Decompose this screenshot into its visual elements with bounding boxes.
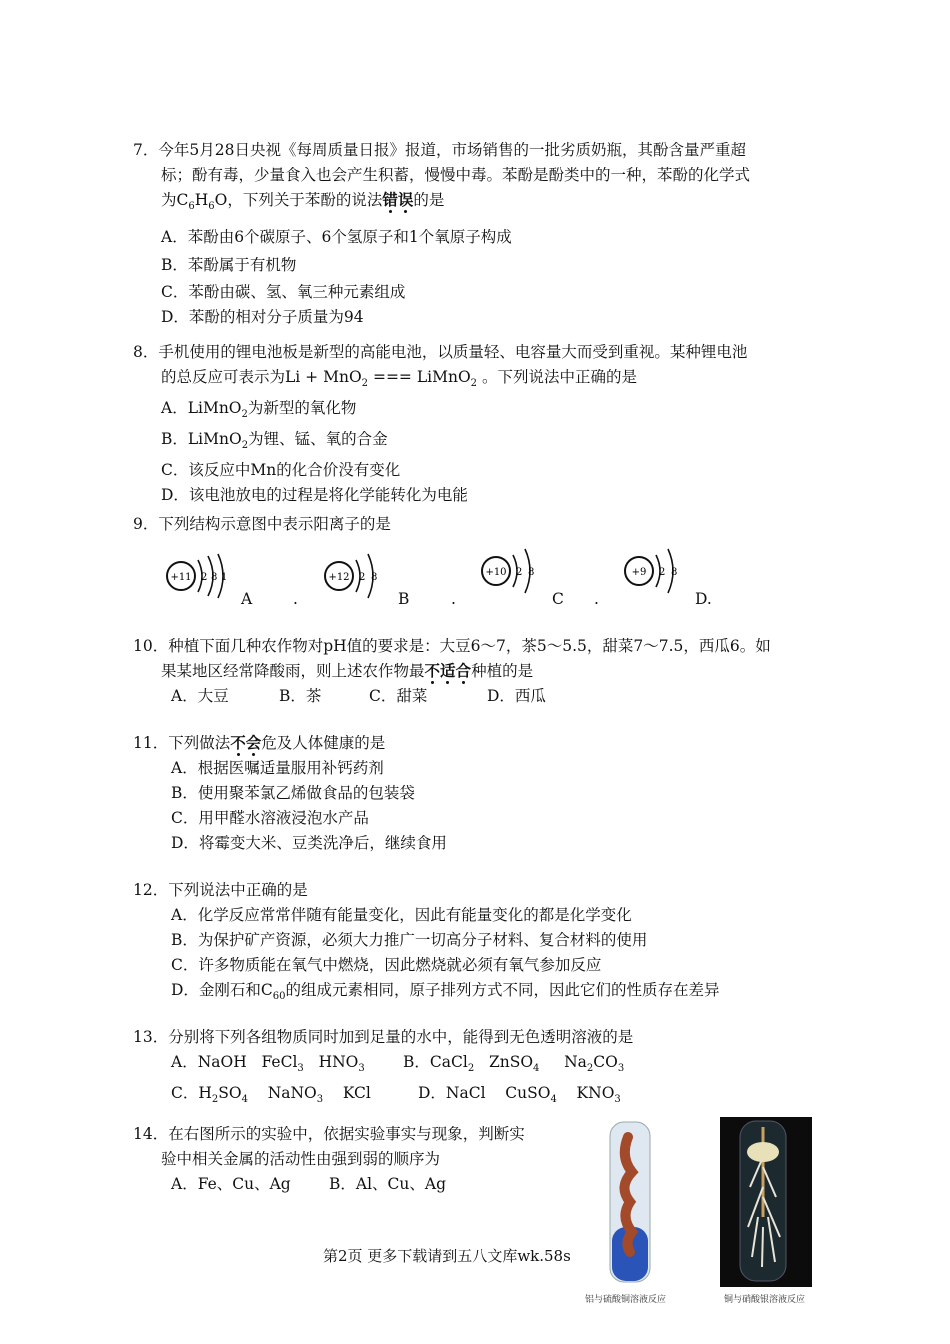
question-12: 12．下列说法中正确的是 A．化学反应常常伴随有能量变化，因此有能量变化的都是化学变化 B．为保护矿产资源，必须大力推广一切高分子材料、复合材料的使用 C．许多物质能在氧气中燃烧，因此燃烧就必须有氧气参加反应 D．金刚石和$C_{60}$的组成元素相同，原子排列方式不同，因此它们的性质存在差异 xyxy=(133,878,823,1009)
q8-option-d: D．该电池放电的过程是将化学能转化为电能 xyxy=(161,486,468,505)
svg-text:8: 8 xyxy=(528,567,535,578)
atom-diagram-d xyxy=(622,545,702,595)
q11-option-b: B．使用聚苯氯乙烯做食品的包装袋 xyxy=(171,784,415,802)
question-10: 10．种植下面几种农作物对pH值的要求是：大豆6～7，茶5～5.5，甜菜7～7.5，西瓜6。如 果某地区经常降酸雨，则上述农作物最不适合种植的是 A．大豆 B．茶 C．甜菜 D．西瓜 xyxy=(133,634,823,709)
q14-options: A．Fe、Cu、Ag B．Al、Cu、Ag xyxy=(171,1175,446,1193)
q8-option-b: B．LiMnO$_2$为锂、锰、氧的合金 xyxy=(161,430,388,452)
svg-text:8: 8 xyxy=(371,572,378,583)
q7-option-c: C．苯酚由碳、氢、氧三种元素组成 xyxy=(161,283,406,302)
q8-option-c: C．该反应中Mn的化合价没有变化 xyxy=(161,461,401,480)
photo-caption-right: 铜与硝酸银溶液反应 xyxy=(724,1295,806,1305)
page-footer: 第2页 更多下载请到五八文库wk.58s xyxy=(323,1247,571,1265)
svg-text:+10: +10 xyxy=(485,567,507,578)
q12-option-d: D．金刚石和$C_{60}$的组成元素相同，原子排列方式不同，因此它们的性质存在差异 xyxy=(171,981,720,1003)
svg-text:2: 2 xyxy=(359,572,366,583)
atom-diagram-c xyxy=(479,545,559,595)
experiment-photo xyxy=(580,1117,812,1287)
q11-option-a: A．根据医嘱适量服用补钙药剂 xyxy=(171,759,384,777)
q11-option-c: C．用甲醛水溶液浸泡水产品 xyxy=(171,809,369,827)
atom-a-separator: . xyxy=(293,590,298,608)
question-14: 14．在右图所示的实验中，依据实验事实与现象，判断实 验中相关金属的活动性由强到弱的顺序为 A．Fe、Cu、Ag B．Al、Cu、Ag xyxy=(133,1122,573,1197)
svg-text:8: 8 xyxy=(671,567,678,578)
svg-text:2: 2 xyxy=(659,567,666,578)
q11-option-d: D．将霉变大米、豆类洗净后，继续食用 xyxy=(171,834,447,852)
svg-text:2: 2 xyxy=(516,567,523,578)
photo-caption-left: 铝与硫酸铜溶液反应 xyxy=(585,1295,667,1305)
q13-options-cd: C．$H_2SO_4$ NaNO$_3$ KCl D．NaCl CuSO$_4$ $KNO_3$ xyxy=(171,1084,621,1106)
svg-text:2: 2 xyxy=(201,572,208,583)
svg-text:+12: +12 xyxy=(328,572,350,583)
question-13: 13．分别将下列各组物质同时加到足量的水中，能得到无色透明溶液的是 A．NaOH FeCl$_3$ $HNO_3$ B．CaCl$_2$ ZnSO$_4$ $Na_2CO_3$ C．$H_2SO_4$ NaNO$_3$ KCl D．NaCl CuSO$_4$ $KNO_3$ xyxy=(133,1025,823,1112)
atom-a-label: A xyxy=(241,590,253,608)
svg-text:+9: +9 xyxy=(631,567,647,578)
atom-diagram-b xyxy=(322,550,402,600)
question-11: 11．下列做法不会危及人体健康的是 A．根据医嘱适量服用补钙药剂 B．使用聚苯氯乙烯做食品的包装袋 C．用甲醛水溶液浸泡水产品 D．将霉变大米、豆类洗净后，继续食用 xyxy=(133,731,823,856)
q12-option-a: A．化学反应常常伴随有能量变化，因此有能量变化的都是化学变化 xyxy=(171,906,632,924)
q10-options: A．大豆 B．茶 C．甜菜 D．西瓜 xyxy=(171,687,546,705)
q8-option-a: A．LiMnO$_2$为新型的氧化物 xyxy=(161,399,357,421)
atom-c-label: C xyxy=(552,590,564,608)
atom-diagram-a xyxy=(164,550,244,600)
q7-option-d: D．苯酚的相对分子质量为94 xyxy=(161,308,364,327)
svg-text:8: 8 xyxy=(211,572,218,583)
atom-b-separator: . xyxy=(451,590,456,608)
q7-option-a: A．苯酚由6个碳原子、6个氢原子和1个氧原子构成 xyxy=(161,228,512,247)
question-9: 9．下列结构示意图中表示阳离子的是 xyxy=(133,515,391,533)
svg-text:1: 1 xyxy=(221,572,228,583)
atom-d-label: D. xyxy=(695,590,712,608)
q12-option-c: C．许多物质能在氧气中燃烧，因此燃烧就必须有氧气参加反应 xyxy=(171,956,602,974)
question-7: 7．今年5月28日央视《每周质量日报》报道，市场销售的一批劣质奶瓶，其酚含量严重超 标；酚有毒，少量食入也会产生积蓄，慢慢中毒。苯酚是酚类中的一种，苯酚的化学式 为$C_6H_6O$，下列关于苯酚的说法错误的是 A．苯酚由6个碳原子、6个氢原子和1个氧原子构成 B．苯酚属于有机物 C．苯酚由碳、氢、氧三种元素组成 D．苯酚的相对分子质量为94 xyxy=(133,138,823,330)
q13-options-ab: A．NaOH FeCl$_3$ $HNO_3$ B．CaCl$_2$ ZnSO$_4$ $Na_2CO_3$ xyxy=(171,1053,625,1075)
atom-c-separator: . xyxy=(594,590,599,608)
question-8: 8．手机使用的锂电池板是新型的高能电池，以质量轻、电容量大而受到重视。某种锂电池 的总反应可表示为Li + MnO$_2$ === LiMnO$_2$ 。下列说法中正确的是 A．LiMnO$_2$为新型的氧化物 B．LiMnO$_2$为锂、锰、氧的合金 C．该反应中Mn的化合价没有变化 D．该电池放电的过程是将化学能转化为电能 xyxy=(133,340,823,508)
atom-b-label: B xyxy=(398,590,410,608)
q12-option-b: B．为保护矿产资源，必须大力推广一切高分子材料、复合材料的使用 xyxy=(171,931,648,949)
nucleus-label: +11 xyxy=(170,572,192,583)
q7-option-b: B．苯酚属于有机物 xyxy=(161,256,297,275)
